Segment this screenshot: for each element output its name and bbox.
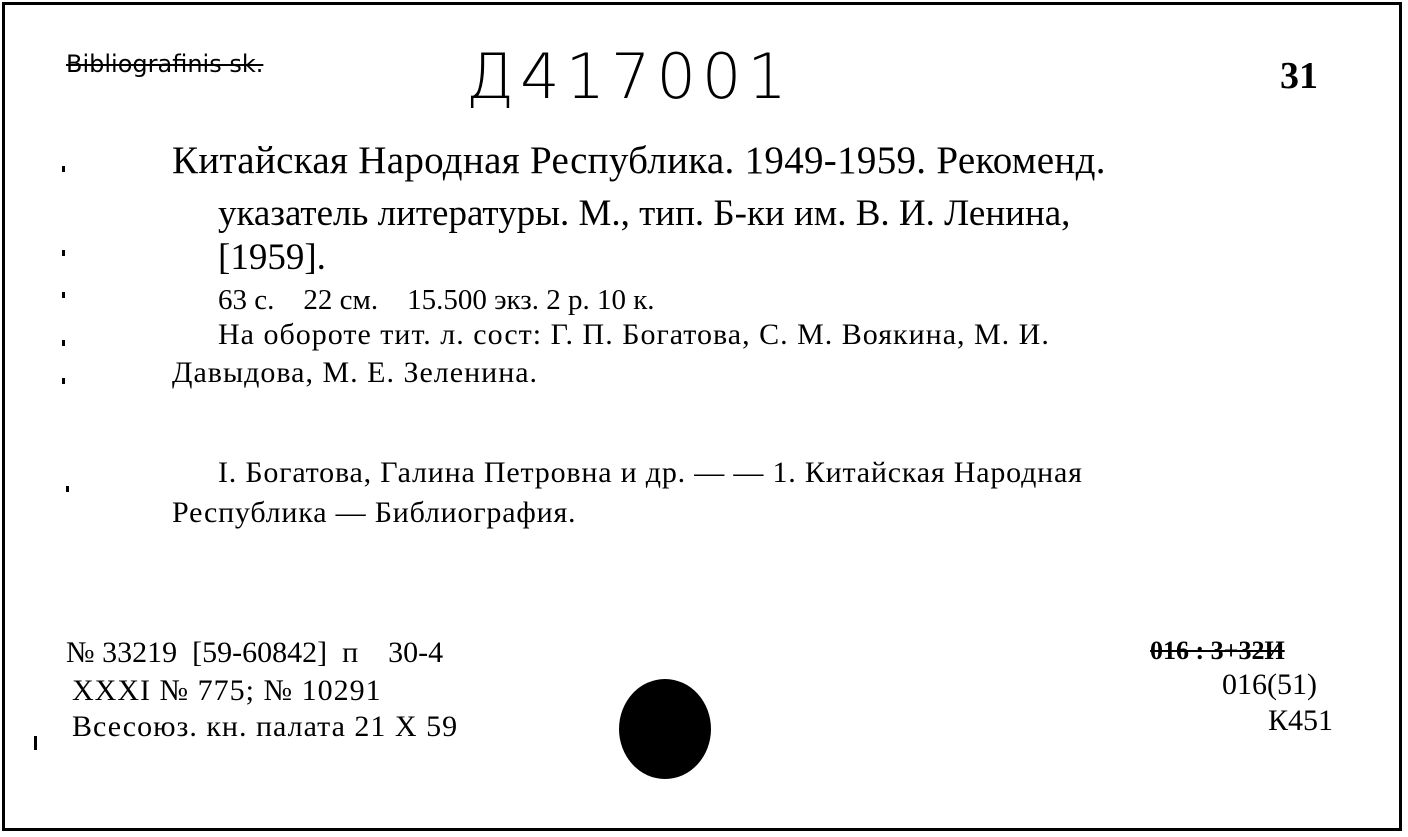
entry-title-line-3: [1959]. [218, 237, 326, 278]
struck-classification: 016 : 3+32И [1150, 636, 1285, 665]
tracing-line-1: I. Богатова, Галина Петровна и др. — — 1. Китайская Народная [218, 456, 1083, 489]
classification-code: 016(51) [1222, 668, 1317, 701]
footer-registry-line-1: № 33219 [59-60842] п 30-4 [66, 636, 444, 669]
shelf-code: К451 [1268, 704, 1334, 737]
punch-hole [619, 679, 711, 779]
entry-note-line-2: Давыдова, М. Е. Зеленина. [172, 356, 539, 389]
margin-speck [66, 486, 69, 492]
margin-speck [62, 166, 65, 172]
card-number: 31 [1280, 55, 1318, 97]
entry-title-line-2: указатель литературы. М., тип. Б-ки им. В. И. Ленина, [218, 193, 1071, 234]
tracing-line-2: Республика — Библиография. [172, 496, 577, 529]
margin-speck [62, 340, 65, 346]
margin-speck [62, 292, 65, 298]
footer-registry-line-3: Всесоюз. кн. палата 21 X 59 [72, 710, 459, 743]
handwritten-call-number: Д417001 [466, 40, 793, 113]
entry-physical-description: 63 с. 22 см. 15.500 экз. 2 р. 10 к. [218, 284, 655, 316]
entry-title-line-1: Китайская Народная Республика. 1949-1959. Рекоменд. [172, 139, 1106, 182]
margin-speck [62, 378, 65, 384]
entry-note-line-1: На обороте тит. л. сост: Г. П. Богатова, С. М. Воякина, М. И. [218, 318, 1050, 351]
margin-speck [34, 736, 37, 750]
footer-registry-line-2: XXXI № 775; № 10291 [72, 674, 382, 707]
margin-speck [62, 250, 65, 256]
library-stamp: Bibliografinis sk. [66, 50, 264, 78]
